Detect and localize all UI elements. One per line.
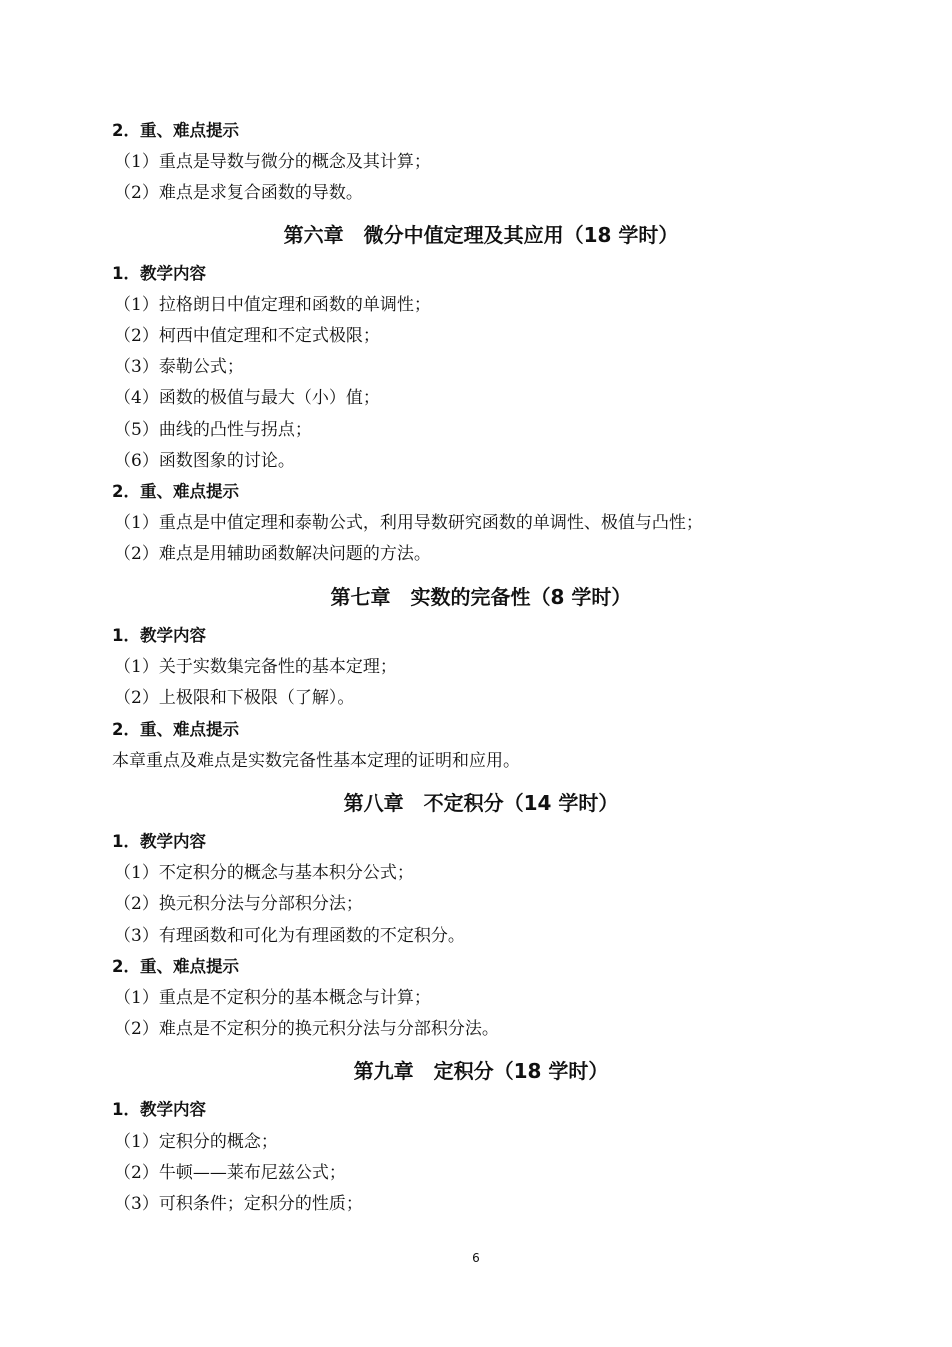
section-heading-content: 1．教学内容 [112,1100,206,1119]
list-item: （1）定积分的概念； [114,1132,278,1152]
list-item: （2）难点是用辅助函数解决问题的方法。 [114,544,431,564]
list-item: （1）不定积分的概念与基本积分公式； [114,863,414,883]
chapter-title-8 [0,788,952,818]
list-item: （2）柯西中值定理和不定式极限； [114,326,380,346]
section-heading-content: 1．教学内容 [112,626,206,645]
chapter-title-text: 第九章 定积分（18 学时） [353,1059,609,1083]
list-item: （1）拉格朗日中值定理和函数的单调性； [114,295,431,315]
chapter-title-7 [0,582,952,612]
list-item: （2）难点是求复合函数的导数。 [114,183,363,203]
list-item: （2）上极限和下极限（了解）。 [114,688,355,708]
chapter-title-text: 第八章 不定积分（14 学时） [343,791,619,815]
section-heading-key-points: 2．重、难点提示 [112,720,239,739]
chapter-title-9 [0,1056,952,1086]
chapter-title-text: 第七章 实数的完备性（8 学时） [330,585,632,609]
list-item: （3）可积条件；定积分的性质； [114,1194,363,1214]
section-heading-key-points: 2．重、难点提示 [112,121,239,140]
chapter-title-6 [0,220,952,250]
list-item: （3）泰勒公式； [114,357,244,377]
list-item: （5）曲线的凸性与拐点； [114,420,312,440]
list-item: （3）有理函数和可化为有理函数的不定积分。 [114,926,465,946]
paragraph: 本章重点及难点是实数完备性基本定理的证明和应用。 [112,751,520,771]
section-heading-key-points: 2．重、难点提示 [112,957,239,976]
section-heading-content: 1．教学内容 [112,264,206,283]
list-item: （2）牛顿——莱布尼兹公式； [114,1163,346,1183]
list-item: （1）重点是不定积分的基本概念与计算； [114,988,431,1008]
list-item: （6）函数图象的讨论。 [114,451,295,471]
page-number: 6 [472,1251,480,1265]
list-item: （2）换元积分法与分部积分法； [114,894,363,914]
chapter-title-text: 第六章 微分中值定理及其应用（18 学时） [283,223,679,247]
section-heading-key-points: 2．重、难点提示 [112,482,239,501]
list-item: （4）函数的极值与最大（小）值； [114,388,380,408]
list-item: （1）关于实数集完备性的基本定理； [114,657,397,677]
list-item: （1）重点是中值定理和泰勒公式，利用导数研究函数的单调性、极值与凸性； [114,513,703,533]
list-item: （2）难点是不定积分的换元积分法与分部积分法。 [114,1019,499,1039]
list-item: （1）重点是导数与微分的概念及其计算； [114,152,431,172]
section-heading-content: 1．教学内容 [112,832,206,851]
